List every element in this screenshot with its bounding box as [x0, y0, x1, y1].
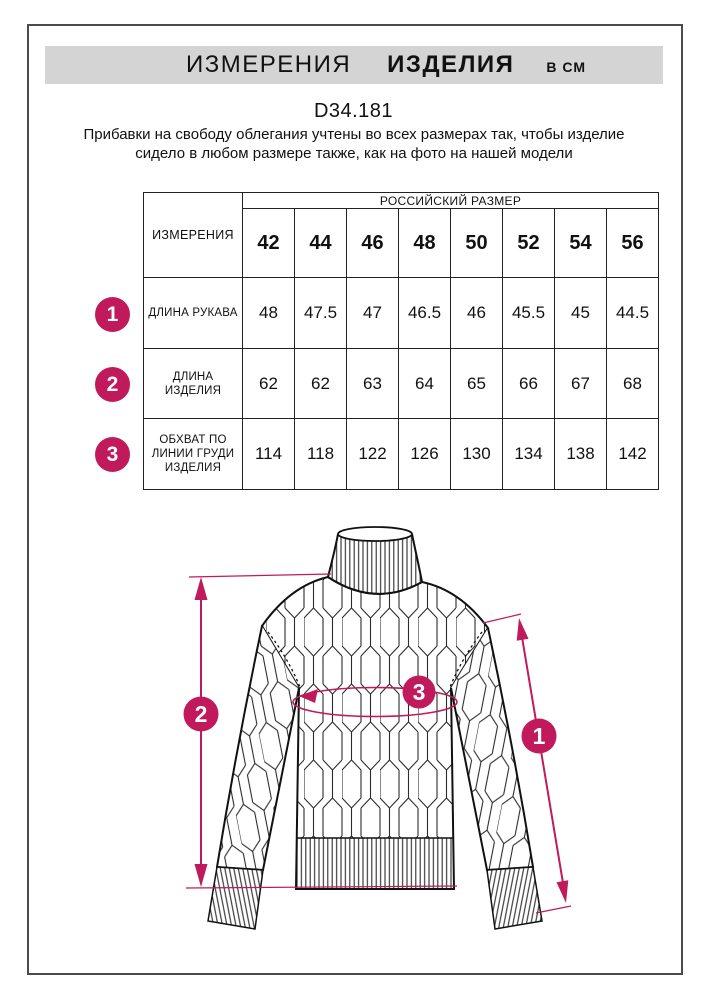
value-cell: 45.5 [503, 278, 555, 349]
row-label: ДЛИНА РУКАВА [144, 278, 243, 349]
title-product: ИЗДЕЛИЯ [387, 51, 515, 78]
value-cell: 126 [399, 419, 451, 490]
size-col-header: 44 [295, 209, 347, 278]
row-marker-1: 1 [95, 297, 130, 332]
value-cell: 46.5 [399, 278, 451, 349]
row-label: ОБХВАТ ПО ЛИНИИ ГРУДИ ИЗДЕЛИЯ [144, 419, 243, 490]
product-code: D34.181 [313, 100, 394, 122]
value-cell: 47 [347, 278, 399, 349]
value-cell: 114 [243, 419, 295, 490]
size-col-header: 46 [347, 209, 399, 278]
arrowhead-up [517, 618, 529, 641]
left-cuff-ribbing [208, 867, 263, 929]
value-cell: 68 [607, 349, 659, 419]
value-cell: 122 [347, 419, 399, 490]
arrowhead-down [557, 880, 569, 903]
title-bar [45, 46, 663, 84]
table-row-sleeve-length [144, 278, 659, 349]
value-cell: 48 [243, 278, 295, 349]
value-cell: 44.5 [607, 278, 659, 349]
measurements-header-cell: ИЗМЕРЕНИЯ [144, 193, 243, 278]
value-cell: 67 [555, 349, 607, 419]
table-row-chest-girth [144, 419, 659, 490]
svg-text:1: 1 [532, 723, 546, 749]
value-cell: 46 [451, 278, 503, 349]
size-group-header-cell: РОССИЙСКИЙ РАЗМЕР [243, 193, 659, 209]
size-col-header: 56 [607, 209, 659, 278]
value-cell: 64 [399, 349, 451, 419]
size-col-header: 42 [243, 209, 295, 278]
size-col-header: 48 [399, 209, 451, 278]
value-cell: 134 [503, 419, 555, 490]
sweater-sketch [140, 515, 620, 975]
size-col-header: 52 [503, 209, 555, 278]
title-units: В СМ [546, 59, 586, 75]
value-cell: 62 [243, 349, 295, 419]
size-table [143, 192, 659, 490]
fit-description: Прибавки на свободу облегания учтены во всех размерах так, чтобы изделие сидело в любом размере также, как на фото на нашей модели [83, 126, 625, 162]
value-cell: 138 [555, 419, 607, 490]
sweater-body [262, 577, 488, 889]
turtleneck-collar [328, 527, 422, 594]
arrowhead-down [195, 864, 208, 887]
right-cuff-ribbing [487, 867, 542, 929]
svg-text:3: 3 [412, 679, 426, 705]
svg-text:2: 2 [194, 701, 208, 727]
table-row-garment-length [144, 349, 659, 419]
row-marker-3: 3 [95, 437, 130, 472]
row-label: ДЛИНА ИЗДЕЛИЯ [144, 349, 243, 419]
value-cell: 66 [503, 349, 555, 419]
value-cell: 47.5 [295, 278, 347, 349]
value-cell: 65 [451, 349, 503, 419]
value-cell: 118 [295, 419, 347, 490]
title-measurements: ИЗМЕРЕНИЯ [185, 51, 352, 78]
collar-opening [338, 527, 412, 541]
value-cell: 63 [347, 349, 399, 419]
value-cell: 62 [295, 349, 347, 419]
size-col-header: 54 [555, 209, 607, 278]
value-cell: 142 [607, 419, 659, 490]
size-col-header: 50 [451, 209, 503, 278]
left-sleeve [208, 626, 299, 929]
arrowhead-up [195, 577, 208, 600]
row-marker-2: 2 [95, 367, 130, 402]
value-cell: 45 [555, 278, 607, 349]
value-cell: 130 [451, 419, 503, 490]
